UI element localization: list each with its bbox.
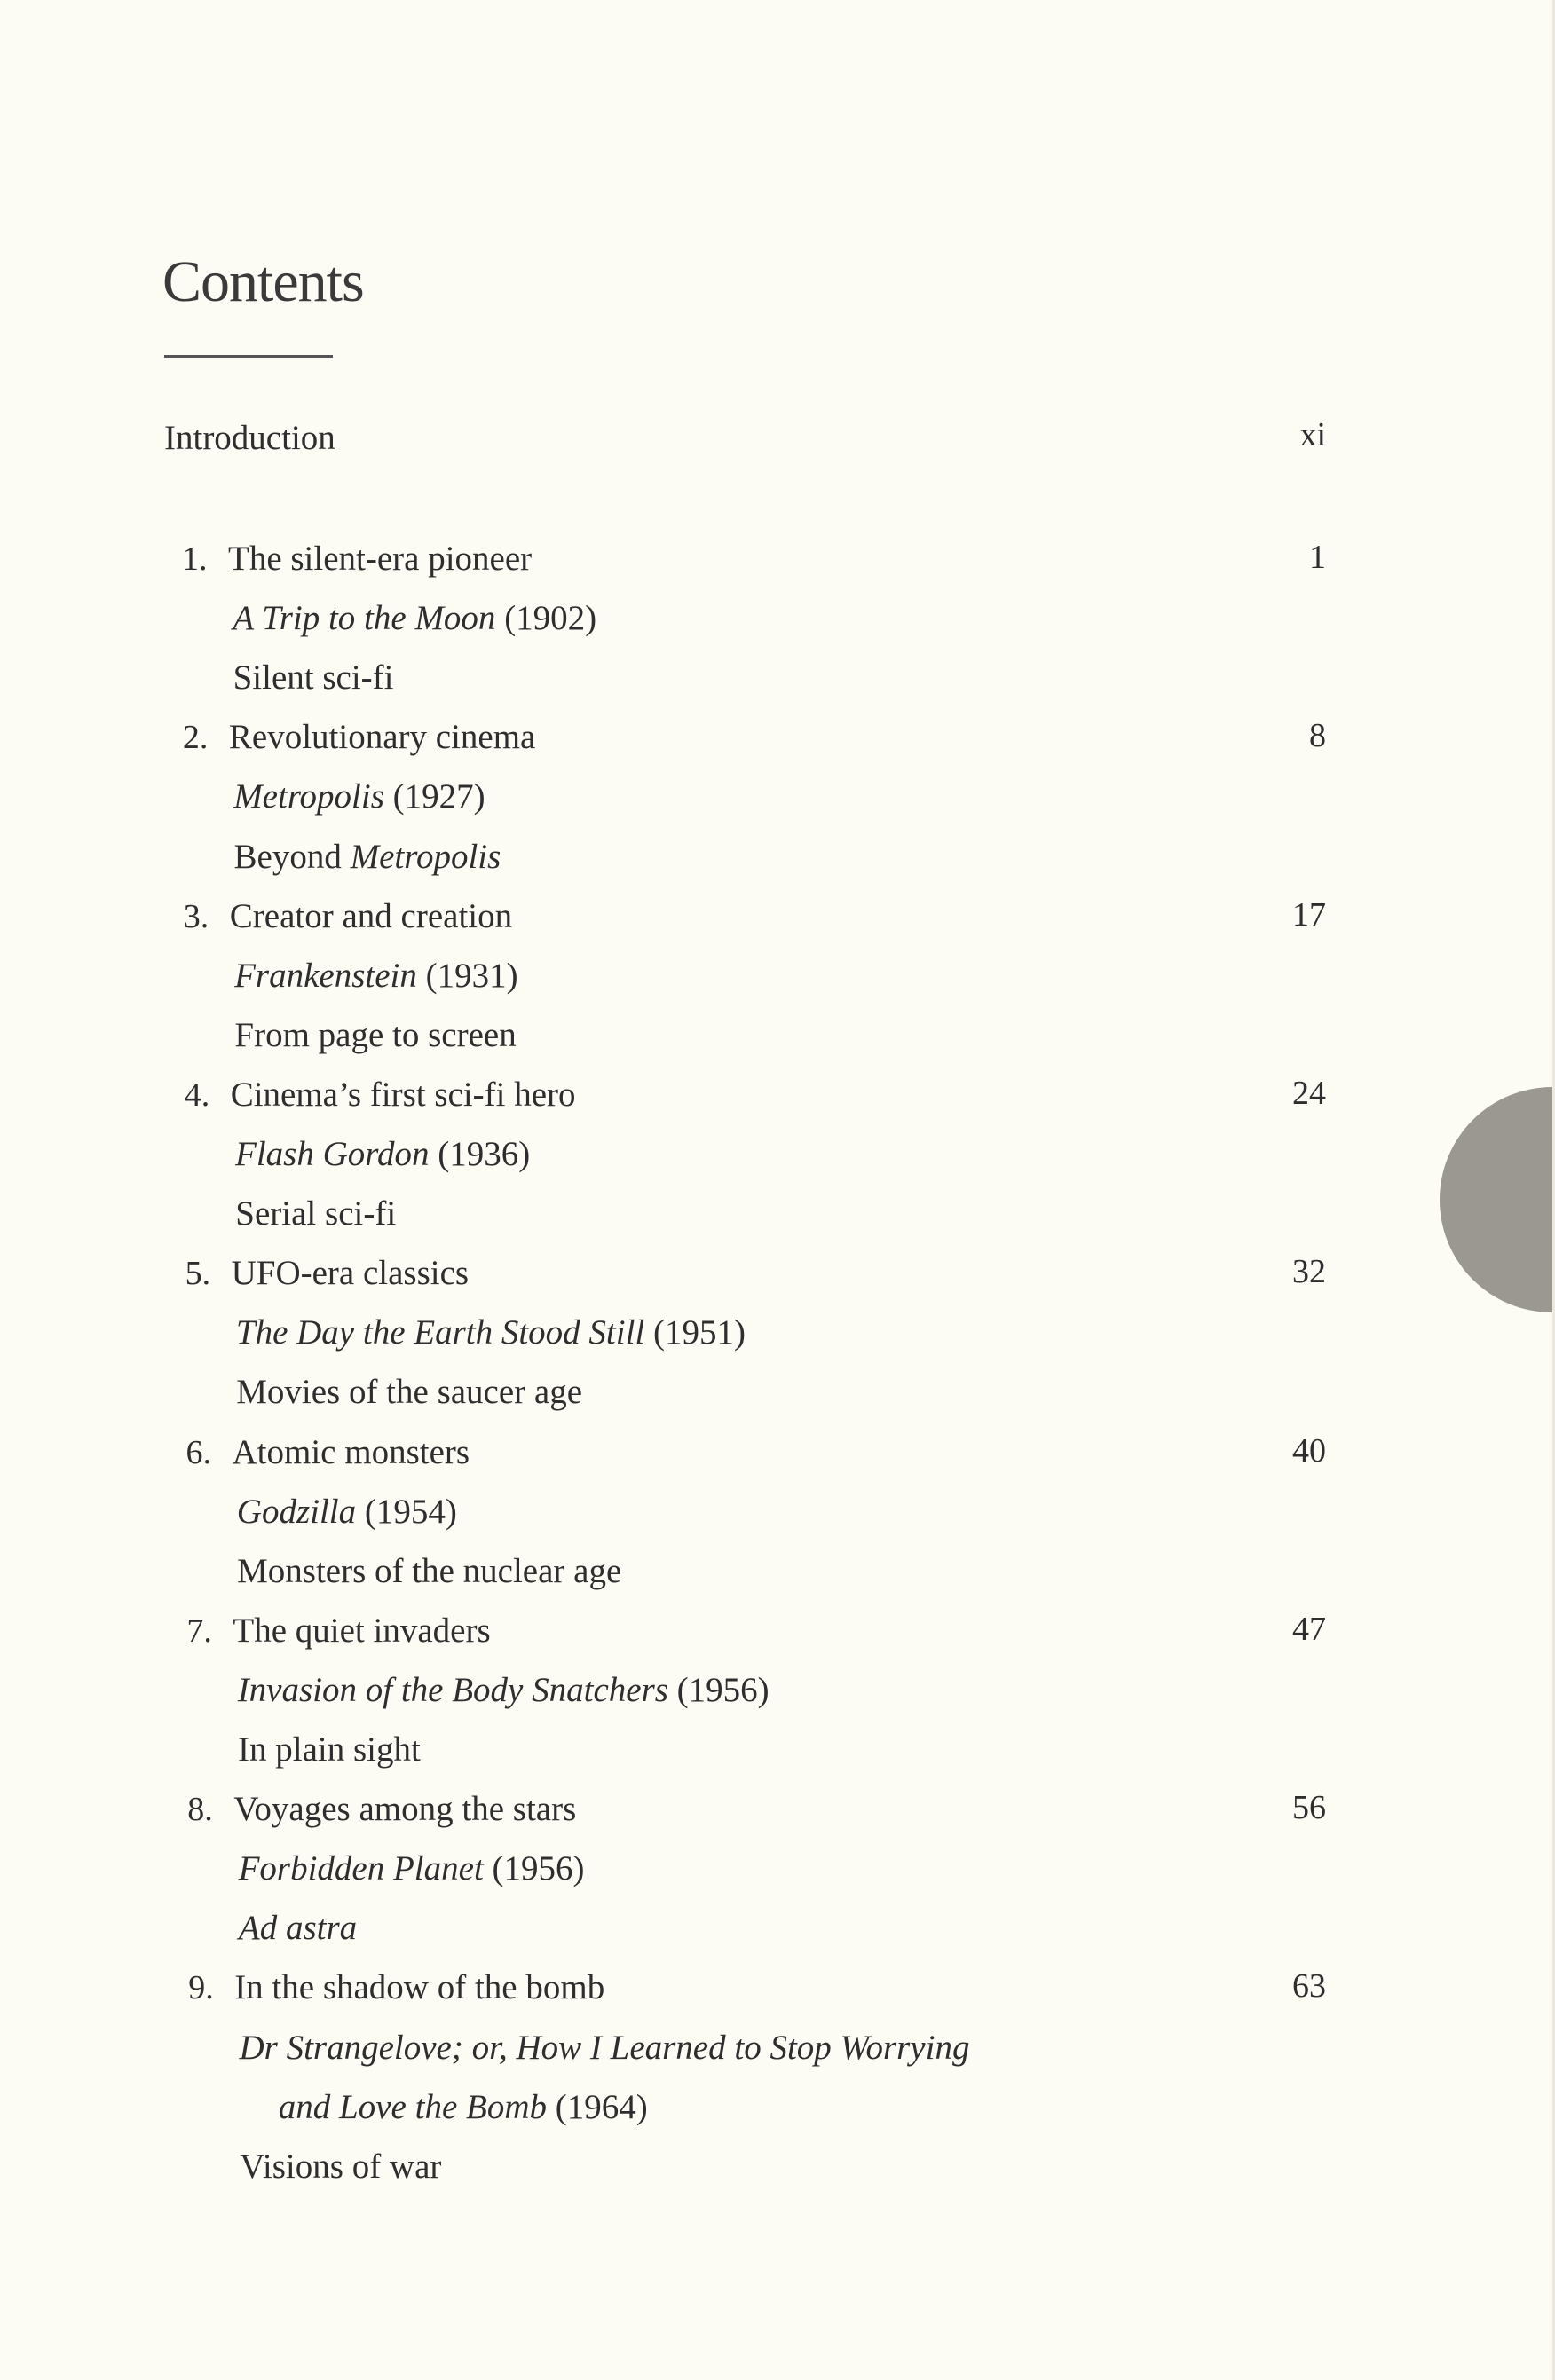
chapter-subentry bbox=[234, 955, 518, 997]
toc-introduction-page: xi bbox=[1299, 416, 1326, 453]
chapter-title: Revolutionary cinema bbox=[228, 718, 536, 757]
chapter-number: 2. bbox=[182, 719, 209, 757]
chapter-title: UFO-era classics bbox=[231, 1254, 470, 1293]
chapter-title: The quiet invaders bbox=[233, 1611, 491, 1650]
chapter-page-number: 8 bbox=[1309, 717, 1326, 755]
page-title: Contents bbox=[162, 249, 364, 314]
subentry-text: (1902) bbox=[495, 599, 597, 638]
subentry-text: (1936) bbox=[429, 1135, 531, 1173]
chapter-subentry bbox=[238, 1729, 421, 1771]
chapter-subentry bbox=[240, 2146, 441, 2188]
chapter-subentry bbox=[234, 1014, 516, 1057]
chapter-subentry bbox=[237, 1550, 621, 1593]
chapter-number: 6. bbox=[185, 1433, 211, 1471]
subentry-text: Beyond bbox=[233, 837, 351, 876]
chapter-subentry bbox=[236, 1371, 582, 1414]
film-title: Flash Gordon bbox=[235, 1135, 430, 1173]
chapter-page-number: 17 bbox=[1292, 895, 1326, 934]
subentry-text: (1964) bbox=[547, 2087, 648, 2126]
chapter-subentry bbox=[235, 1193, 396, 1235]
film-title: Invasion of the Body Snatchers bbox=[237, 1670, 668, 1709]
subentry-text: Monsters of the nuclear age bbox=[237, 1551, 622, 1590]
chapter-title: Cinema’s first sci-fi hero bbox=[230, 1075, 576, 1114]
toc-introduction: Introduction bbox=[164, 419, 335, 457]
chapter-title: The silent-era pioneer bbox=[228, 540, 533, 578]
chapter-subentry bbox=[233, 657, 394, 699]
subentry-text: In plain sight bbox=[238, 1730, 421, 1769]
film-title: Forbidden Planet bbox=[238, 1849, 484, 1888]
chapter-number: 4. bbox=[184, 1076, 210, 1114]
subentry-text: (1954) bbox=[356, 1492, 457, 1531]
film-title: and Love the Bomb bbox=[278, 2087, 547, 2126]
chapter-number: 9. bbox=[188, 1969, 214, 2007]
chapter-page-number: 63 bbox=[1292, 1967, 1326, 2006]
film-title: Frankenstein bbox=[234, 956, 417, 995]
subentry-text: From page to screen bbox=[234, 1015, 517, 1054]
film-title: Metropolis bbox=[233, 777, 384, 816]
subentry-text: Movies of the saucer age bbox=[236, 1373, 583, 1412]
chapter-subentry bbox=[239, 1848, 585, 1890]
chapter-subentry bbox=[235, 1133, 530, 1176]
subentry-text: (1956) bbox=[483, 1849, 585, 1888]
chapter-page-number: 24 bbox=[1292, 1074, 1326, 1112]
chapter-subentry bbox=[240, 2027, 970, 2069]
subentry-text: (1931) bbox=[416, 956, 518, 995]
chapter-number: 5. bbox=[185, 1255, 211, 1293]
chapter-title: Creator and creation bbox=[229, 896, 513, 935]
chapter-number: 7. bbox=[186, 1612, 212, 1650]
film-title: Dr Strangelove; or, How I Learned to Stop Worrying bbox=[239, 2028, 970, 2067]
subentry-text: (1951) bbox=[644, 1313, 746, 1352]
chapter-number: 8. bbox=[187, 1791, 213, 1829]
chapter-subentry bbox=[279, 2086, 648, 2129]
chapter-title: In the shadow of the bomb bbox=[234, 1968, 605, 2007]
chapter-subentry bbox=[233, 597, 596, 640]
subentry-text: Silent sci-fi bbox=[233, 658, 394, 697]
chapter-title: Voyages among the stars bbox=[233, 1790, 577, 1829]
chapter-number: 1. bbox=[182, 540, 208, 578]
title-rule bbox=[164, 355, 333, 358]
subentry-text: Visions of war bbox=[240, 2147, 442, 2186]
thumb-tab-marker bbox=[1440, 1087, 1555, 1312]
subentry-text: Serial sci-fi bbox=[235, 1194, 397, 1233]
film-title: Metropolis bbox=[350, 837, 501, 876]
film-title: Godzilla bbox=[236, 1492, 357, 1531]
subentry-text: (1956) bbox=[667, 1670, 770, 1709]
chapter-subentry bbox=[233, 776, 485, 818]
chapter-subentry bbox=[237, 1491, 457, 1533]
chapter-page-number: 47 bbox=[1292, 1610, 1326, 1648]
chapter-subentry bbox=[234, 836, 501, 879]
film-title: The Day the Earth Stood Still bbox=[235, 1313, 645, 1352]
chapter-subentry bbox=[238, 1669, 770, 1712]
chapter-subentry bbox=[239, 1907, 357, 1950]
chapter-number: 3. bbox=[183, 897, 209, 935]
chapter-page-number: 32 bbox=[1292, 1253, 1326, 1291]
film-title: A Trip to the Moon bbox=[233, 599, 496, 638]
film-title: Ad astra bbox=[238, 1909, 358, 1948]
chapter-title: Atomic monsters bbox=[232, 1432, 470, 1471]
subentry-text: (1927) bbox=[383, 777, 485, 816]
chapter-page-number: 1 bbox=[1309, 539, 1326, 576]
chapter-page-number: 56 bbox=[1292, 1789, 1326, 1827]
chapter-subentry bbox=[236, 1312, 746, 1354]
chapter-page-number: 40 bbox=[1292, 1431, 1326, 1470]
